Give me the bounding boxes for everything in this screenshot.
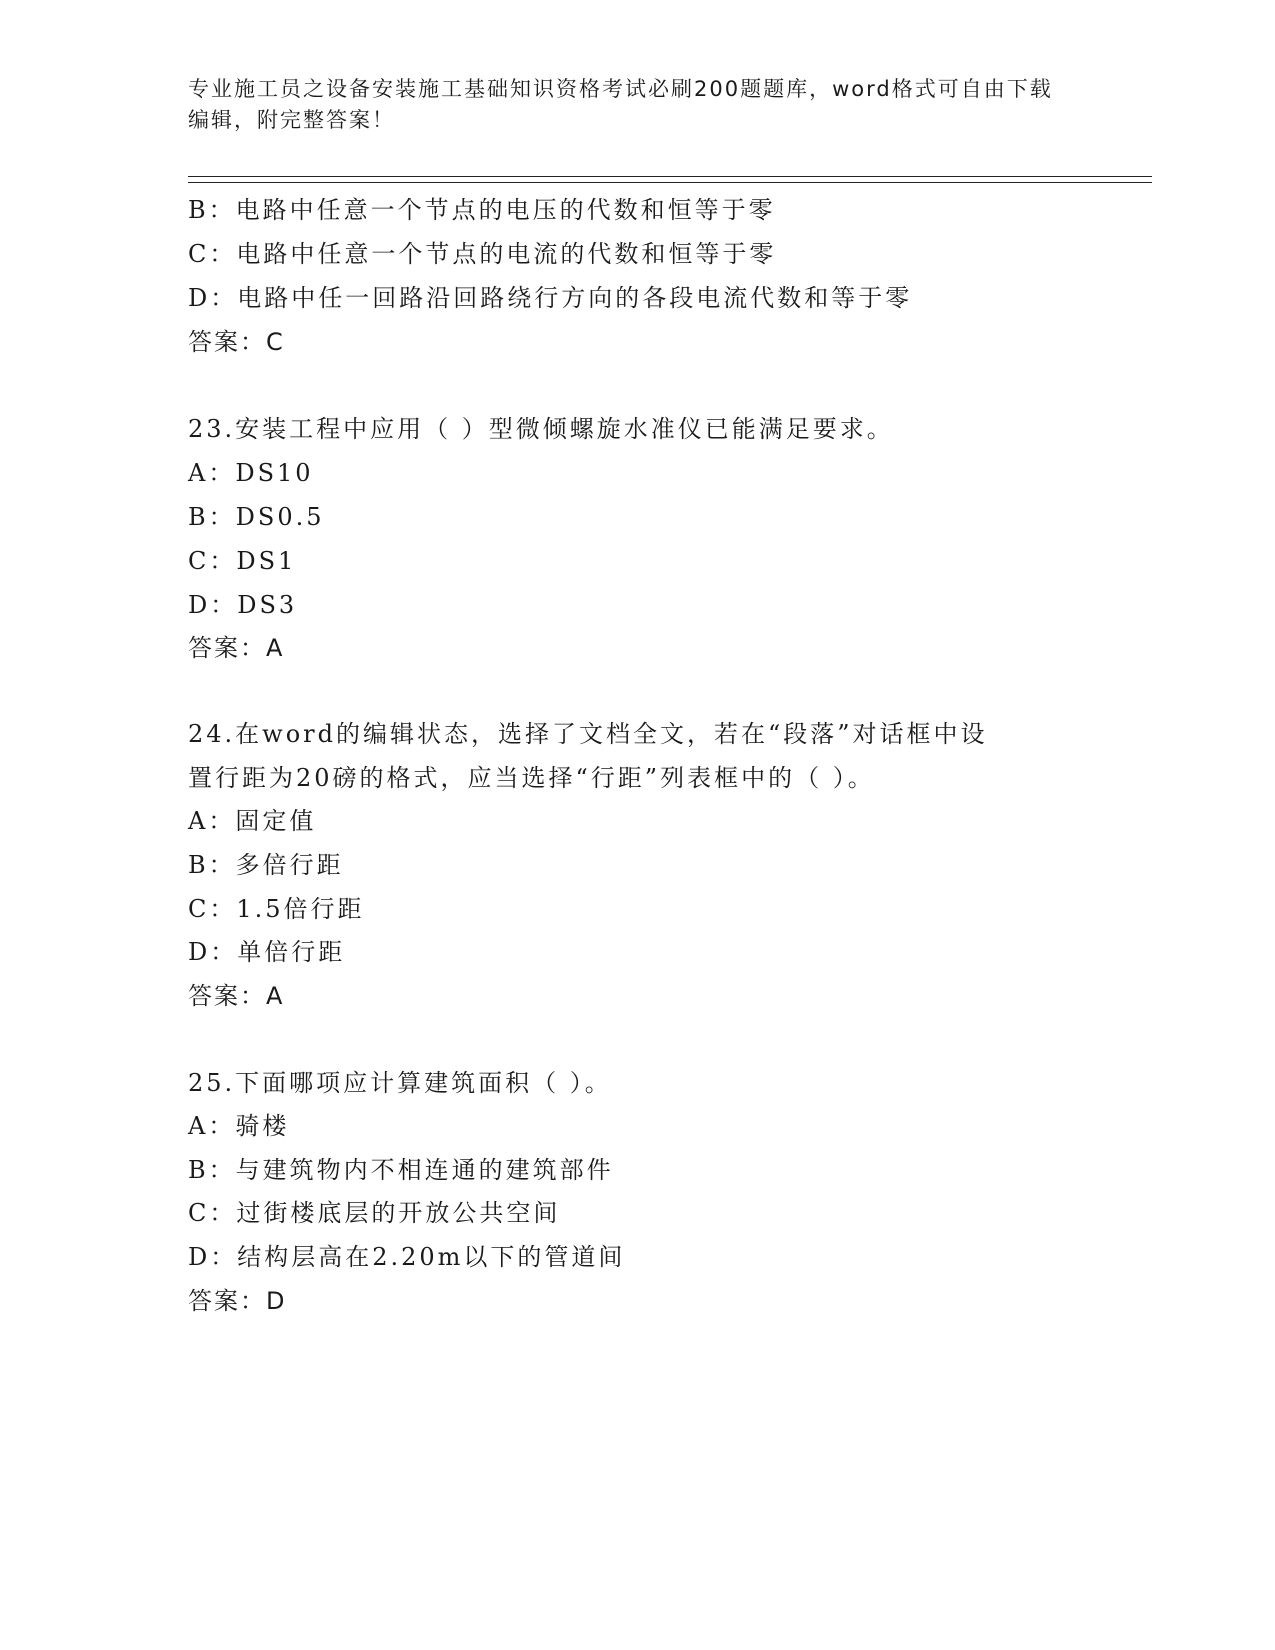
- question-24-stem-line-1: 24.在word的编辑状态，选择了文档全文，若在“段落”对话框中设: [188, 720, 988, 748]
- answer-line: 答案：C: [188, 328, 285, 356]
- question-24-stem-line-2: 置行距为20磅的格式，应当选择“行距”列表框中的（ ）。: [188, 764, 875, 792]
- option-c: C：过街楼底层的开放公共空间: [188, 1199, 561, 1227]
- answer-line: 答案：A: [188, 634, 285, 662]
- option-d: D：单倍行距: [188, 938, 346, 966]
- option-d: D：DS3: [188, 591, 298, 619]
- header-rule-bottom: [188, 182, 1152, 183]
- option-c: C：电路中任意一个节点的电流的代数和恒等于零: [188, 240, 777, 268]
- question-23-stem: 23.安装工程中应用（ ）型微倾螺旋水准仪已能满足要求。: [188, 415, 894, 443]
- option-d: D：电路中任一回路沿回路绕行方向的各段电流代数和等于零: [188, 284, 913, 312]
- question-25-stem: 25.下面哪项应计算建筑面积（ ）。: [188, 1069, 612, 1097]
- option-b: B：电路中任意一个节点的电压的代数和恒等于零: [188, 196, 776, 224]
- option-a: A：固定值: [188, 807, 317, 835]
- option-b: B：与建筑物内不相连通的建筑部件: [188, 1156, 614, 1184]
- option-a: A：DS10: [188, 459, 314, 487]
- answer-line: 答案：D: [188, 1287, 287, 1315]
- answer-line: 答案：A: [188, 982, 285, 1010]
- option-b: B：多倍行距: [188, 851, 344, 879]
- option-b: B：DS0.5: [188, 503, 325, 531]
- option-c: C：1.5倍行距: [188, 895, 365, 923]
- option-a: A：骑楼: [188, 1112, 290, 1140]
- header-rule-top: [188, 176, 1152, 177]
- option-d: D：结构层高在2.20m以下的管道间: [188, 1243, 626, 1271]
- document-header: 专业施工员之设备安装施工基础知识资格考试必刷200题题库，word格式可自由下载编辑，附完整答案！: [188, 77, 1053, 132]
- option-c: C：DS1: [188, 547, 297, 575]
